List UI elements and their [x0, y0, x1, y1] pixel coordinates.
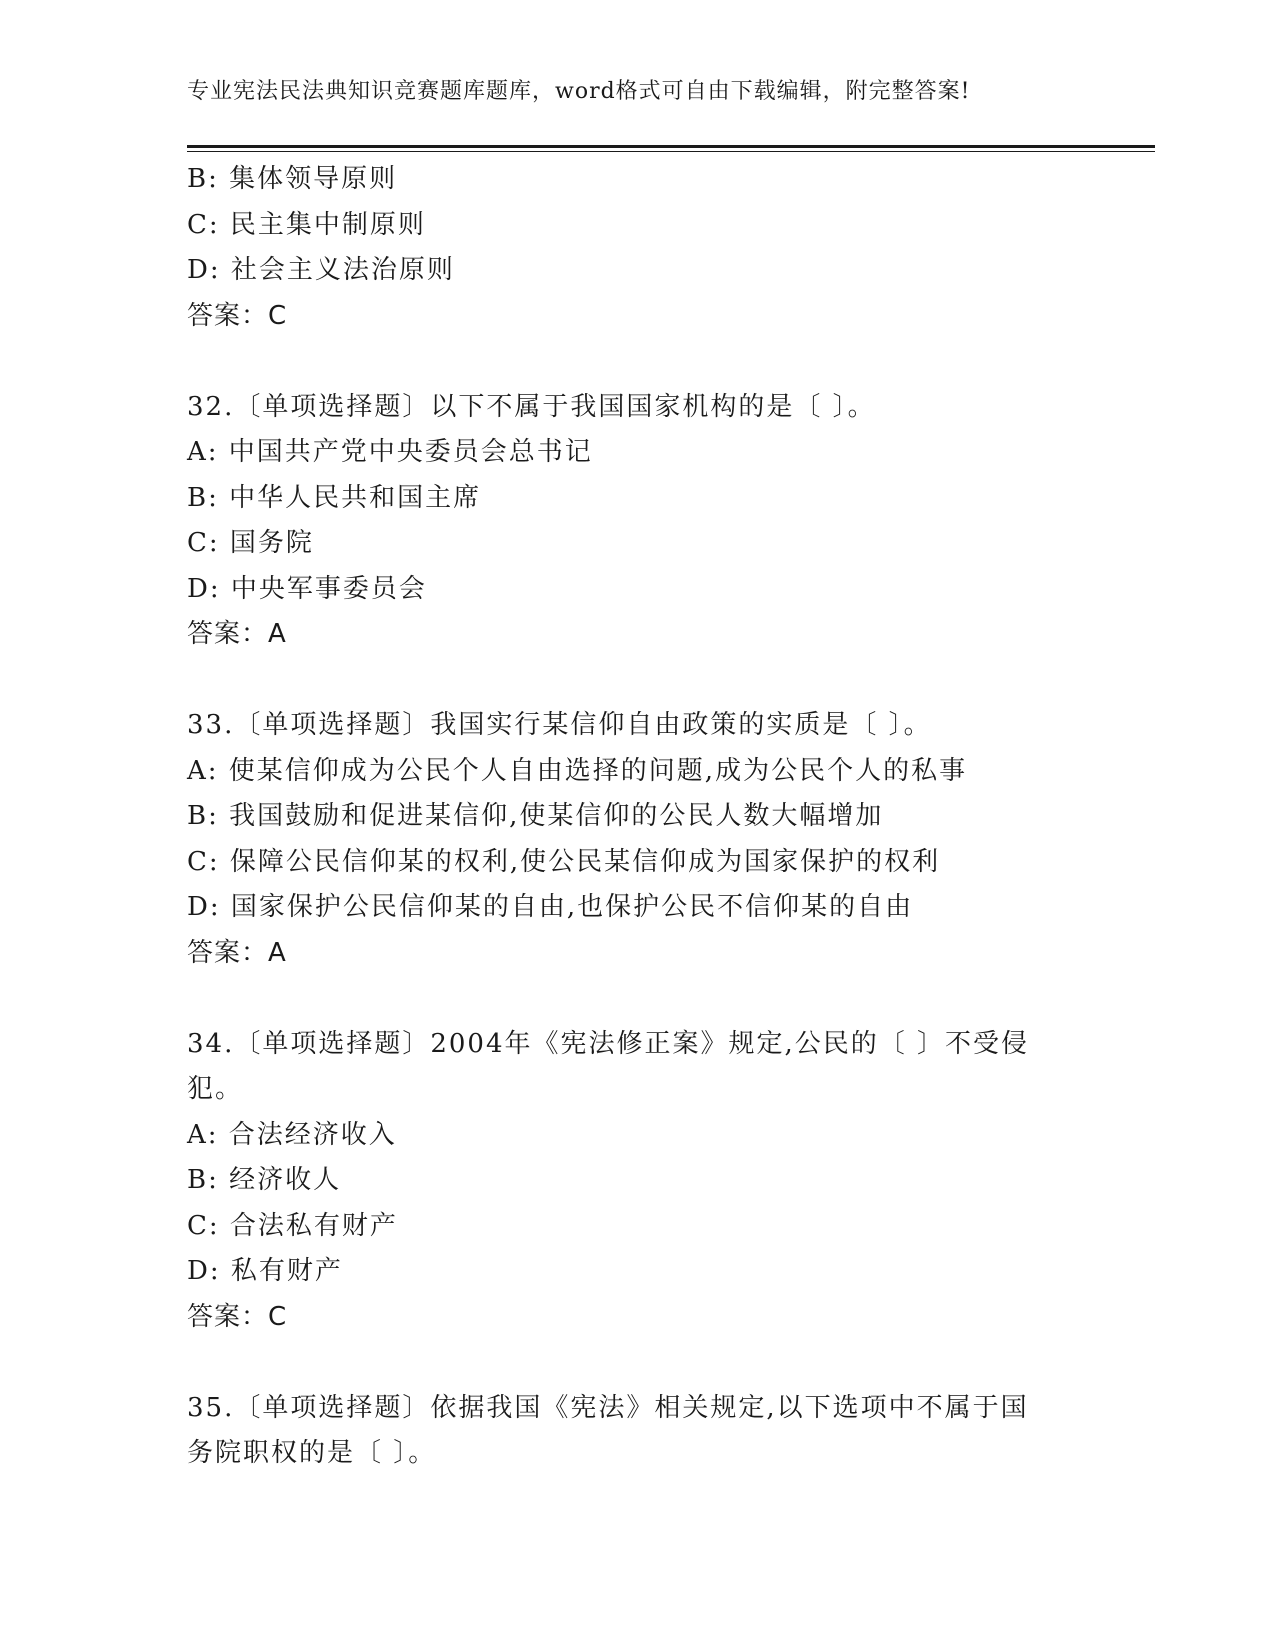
- option-d: D: 中央军事委员会: [187, 573, 427, 604]
- option-a: A: 使某信仰成为公民个人自由选择的问题,成为公民个人的私事: [187, 755, 968, 786]
- spacer: [187, 1340, 1087, 1386]
- answer: 答案：A: [187, 619, 287, 649]
- question-stem: 33.〔单项选择题〕我国实行某信仰自由政策的实质是〔 〕。: [187, 710, 932, 740]
- answer: 答案：C: [187, 1301, 288, 1332]
- header-rule-thin: [187, 151, 1155, 152]
- option-c: C: 民主集中制原则: [187, 209, 426, 240]
- option-b: B: 我国鼓励和促进某信仰,使某信仰的公民人数大幅增加: [187, 801, 884, 831]
- question-stem: 32.〔单项选择题〕以下不属于我国国家机构的是〔 〕。: [187, 391, 876, 422]
- option-b: B: 经济收人: [187, 1165, 342, 1195]
- header-rule-thick: [187, 145, 1155, 148]
- spacer: [187, 976, 1087, 1022]
- option-d: D: 私有财产: [187, 1256, 343, 1286]
- option-c: C: 合法私有财产: [187, 1210, 398, 1241]
- page-header: 专业宪法民法典知识竞赛题库题库，word格式可自由下载编辑，附完整答案!: [187, 79, 971, 104]
- question-stem-continued: 务院职权的是〔 〕。: [187, 1438, 437, 1468]
- question-stem-continued: 犯。: [187, 1074, 244, 1104]
- question-list: [187, 157, 1087, 1477]
- answer: 答案：C: [187, 300, 288, 331]
- spacer: [187, 339, 1087, 385]
- option-c: C: 国务院: [187, 528, 314, 558]
- option-d: D: 国家保护公民信仰某的自由,也保护公民不信仰某的自由: [187, 892, 914, 922]
- option-a: A: 合法经济收入: [187, 1119, 397, 1150]
- question-stem: 34.〔单项选择题〕2004年《宪法修正案》规定,公民的〔 〕不受侵: [187, 1028, 1030, 1059]
- answer: 答案：A: [187, 937, 287, 968]
- option-a: A: 中国共产党中央委员会总书记: [187, 437, 593, 467]
- option-b: B: 集体领导原则: [187, 164, 398, 194]
- question-stem: 35.〔单项选择题〕依据我国《宪法》相关规定,以下选项中不属于国: [187, 1392, 1029, 1423]
- option-d: D: 社会主义法治原则: [187, 255, 455, 285]
- option-c: C: 保障公民信仰某的权利,使公民某信仰成为国家保护的权利: [187, 846, 941, 877]
- option-b: B: 中华人民共和国主席: [187, 482, 482, 513]
- spacer: [187, 658, 1087, 704]
